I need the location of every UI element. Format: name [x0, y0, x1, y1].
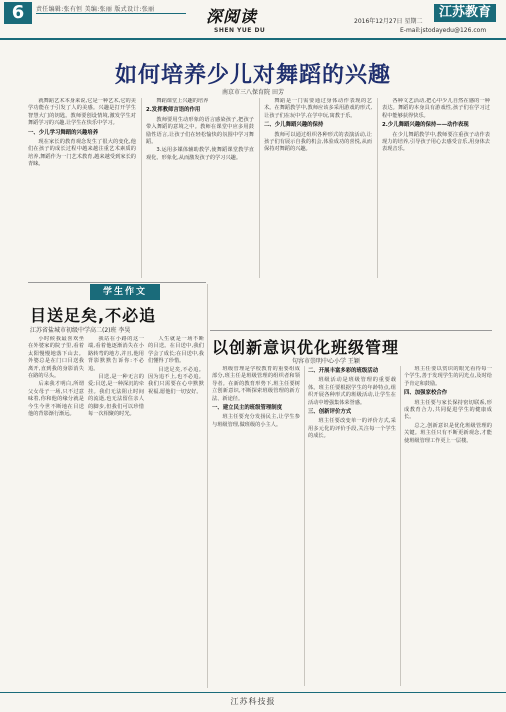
paragraph: 后来我才明白,所谓父女母子一场,只不过意味着,你和他的缘分就是今生今世不断地在目送他的背影渐行渐远。 — [28, 381, 84, 418]
subheading: 一、少儿学习舞蹈的兴趣培养 — [28, 129, 99, 136]
paragraph: 舞蹈是一门需要通过身体动作表现的艺术。在舞蹈教学中,教师应该多采用游戏的形式,让孩子们在玩中学,在学中玩,寓教于乐。 — [264, 98, 372, 119]
article3-column-1 — [212, 366, 300, 686]
paragraph: 在少儿舞蹈教学中,教师要注重孩子动作表现力的培养,引导孩子用心去感受音乐,用身体去表现音乐。 — [382, 131, 490, 153]
page-footer: 江苏科技报 — [0, 692, 506, 712]
paragraph: 班主任要与家长保持密切联系,形成教育合力,共同促进学生的健康成长。 — [404, 399, 492, 421]
subheading: 2.少儿舞蹈兴趣的保持——动作表现 — [382, 122, 469, 129]
contact-email: E-mail:jstodayedu@126.com — [400, 27, 487, 34]
article3-title: 以创新意识优化班级管理 — [212, 338, 400, 357]
paragraph: 舞蹈课堂上兴趣的培养 — [156, 98, 209, 104]
student-essay-banner: 学生作文 — [90, 284, 160, 300]
column-title: 深阅读 — [206, 7, 258, 26]
column-subtitle: SHEN YUE DU — [214, 27, 266, 34]
paragraph: 班级管理是学校教育的重要组成部分,班主任是班级管理的组织者和领导者。在新的教育形势下,班主任要树立创新意识,不断探索班级管理的新方法、新途径。 — [212, 366, 300, 402]
paragraph: 现在家长的教育观念发生了很大的变化,他们在孩子的成长过程中越来越注重艺术素质的培养,舞蹈作为一门艺术教育,越来越受到家长的青睐。 — [28, 139, 136, 168]
subheading: 二、少儿舞蹈兴趣的保持 — [264, 122, 324, 129]
subheading: 三、创新评价方式 — [308, 409, 352, 416]
article3-column-3 — [404, 366, 492, 686]
article1-column-1 — [28, 98, 136, 278]
paragraph: 我站在小路的这一端,看着他逐渐消失在小路转弯的地方,并且,他用背影默默告诉你:不必追。 — [88, 336, 144, 372]
column-divider — [207, 284, 208, 688]
paragraph: 班主任要改变单一的评价方式,采用多元化的评价手段,关注每一个学生的成长。 — [308, 418, 396, 440]
column-divider — [377, 98, 378, 278]
page-number: 6 — [4, 2, 32, 24]
column-divider — [400, 366, 401, 686]
paragraph: 目送,是一种无言的爱;目送,是一种深沉的牵挂。我们无法阻止时间的流逝,也无法留住亲人的脚步,但我们可以珍惜每一次相聚的时光。 — [88, 374, 144, 418]
issue-date: 2016年12月27日 星期二 — [354, 18, 423, 25]
column-title-block — [206, 4, 278, 34]
article1-column-2 — [146, 98, 254, 278]
paragraph: 班主任要充分发扬民主,让学生参与班级管理,做班级的小主人。 — [212, 414, 300, 428]
article2-title: 目送足矣,不必追 — [30, 306, 157, 325]
article2-column-3 — [148, 336, 204, 686]
brand-logo: 江苏教育 — [434, 4, 496, 22]
paragraph: 教师要用生动形象的语言感染孩子,把孩子带入舞蹈的意境之中。教师在课堂中应多用鼓励性语言,让孩子们在轻松愉快的氛围中学习舞蹈。 — [146, 116, 254, 146]
paragraph: 教师可以通过组织各种形式的表演活动,让孩子们有展示自我的机会,体验成功的喜悦,从而保持对舞蹈的兴趣。 — [264, 131, 372, 153]
article2-column-1 — [28, 336, 84, 686]
article2-column-2 — [88, 336, 144, 686]
column-divider — [259, 98, 260, 278]
article2-byline: 江苏省盐城市初级中学高二(2)班 李昊 — [30, 327, 131, 334]
paragraph: 目送足矣,不必追。因为追不上,也不必追。我们只需要在心中默默祝福,愿他们一切安好。 — [148, 366, 204, 395]
paragraph: 人生就是一场不断的目送。在目送中,我们学会了成长;在目送中,我们懂得了珍惜。 — [148, 336, 204, 365]
paragraph: 各种文艺活动,把心中少儿自然在感的一种表达。舞蹈的本身具有游戏性,孩子们在学习过程中能够获得快乐。 — [382, 98, 490, 119]
paragraph: 班主任要以赏识的眼光看待每一个学生,善于发现学生的闪光点,及时给予肯定和鼓励。 — [404, 366, 492, 387]
paragraph: 班级活动是班级管理的重要载体。班主任要根据学生的年龄特点,组织开展各种形式的班级活动,让学生在活动中增强集体荣誉感。 — [308, 377, 396, 406]
header-rule — [36, 13, 186, 14]
subheading: 四、加强家校合作 — [404, 390, 448, 397]
subheading: 二、开展丰富多彩的班级活动 — [308, 368, 379, 374]
paragraph: 总之,创新意识是优化班级管理的关键。班主任只有不断更新观念,才能使班级管理工作更上一层楼。 — [404, 422, 492, 444]
article1-column-3 — [264, 98, 372, 278]
article1-title: 如何培养少儿对舞蹈的兴趣 — [114, 63, 391, 88]
article1-byline: 南京市三八保育院 田芳 — [222, 89, 284, 96]
article3-column-2 — [308, 366, 396, 686]
paragraph: 3.运用多媒体辅助教学,使舞蹈课堂教学直观化、形象化,从而激发孩子的学习兴趣。 — [146, 147, 254, 161]
page-header — [0, 0, 506, 40]
section-divider — [28, 282, 206, 283]
column-divider — [141, 98, 142, 278]
subheading: 一、建立民主的班级管理制度 — [212, 405, 283, 412]
article3-byline: 句容市崇明中心小学 王颖 — [292, 358, 360, 365]
paragraph: 就舞蹈艺术本身来说,它是一种艺术,它的美学功能在于引发了人的美感。兴趣是打开学生智慧大门的钥匙。教师要创设情境,激发学生对舞蹈学习的兴趣,让学生在快乐中学习。 — [28, 98, 136, 127]
column-divider — [304, 366, 305, 686]
paragraph: 小时候我最喜欢坐在外婆家的院子里,看着太阳慢慢地落下山去。外婆总是在门口目送我离开,直到我的身影消失在路的尽头。 — [28, 336, 84, 380]
section-divider — [210, 330, 492, 331]
subheading: 2.发挥教师言语的作用 — [146, 107, 201, 114]
editor-credits: 责任编辑:张有恒 美编:张丽 版式设计:张丽 — [36, 6, 155, 13]
article1-column-4 — [382, 98, 490, 278]
